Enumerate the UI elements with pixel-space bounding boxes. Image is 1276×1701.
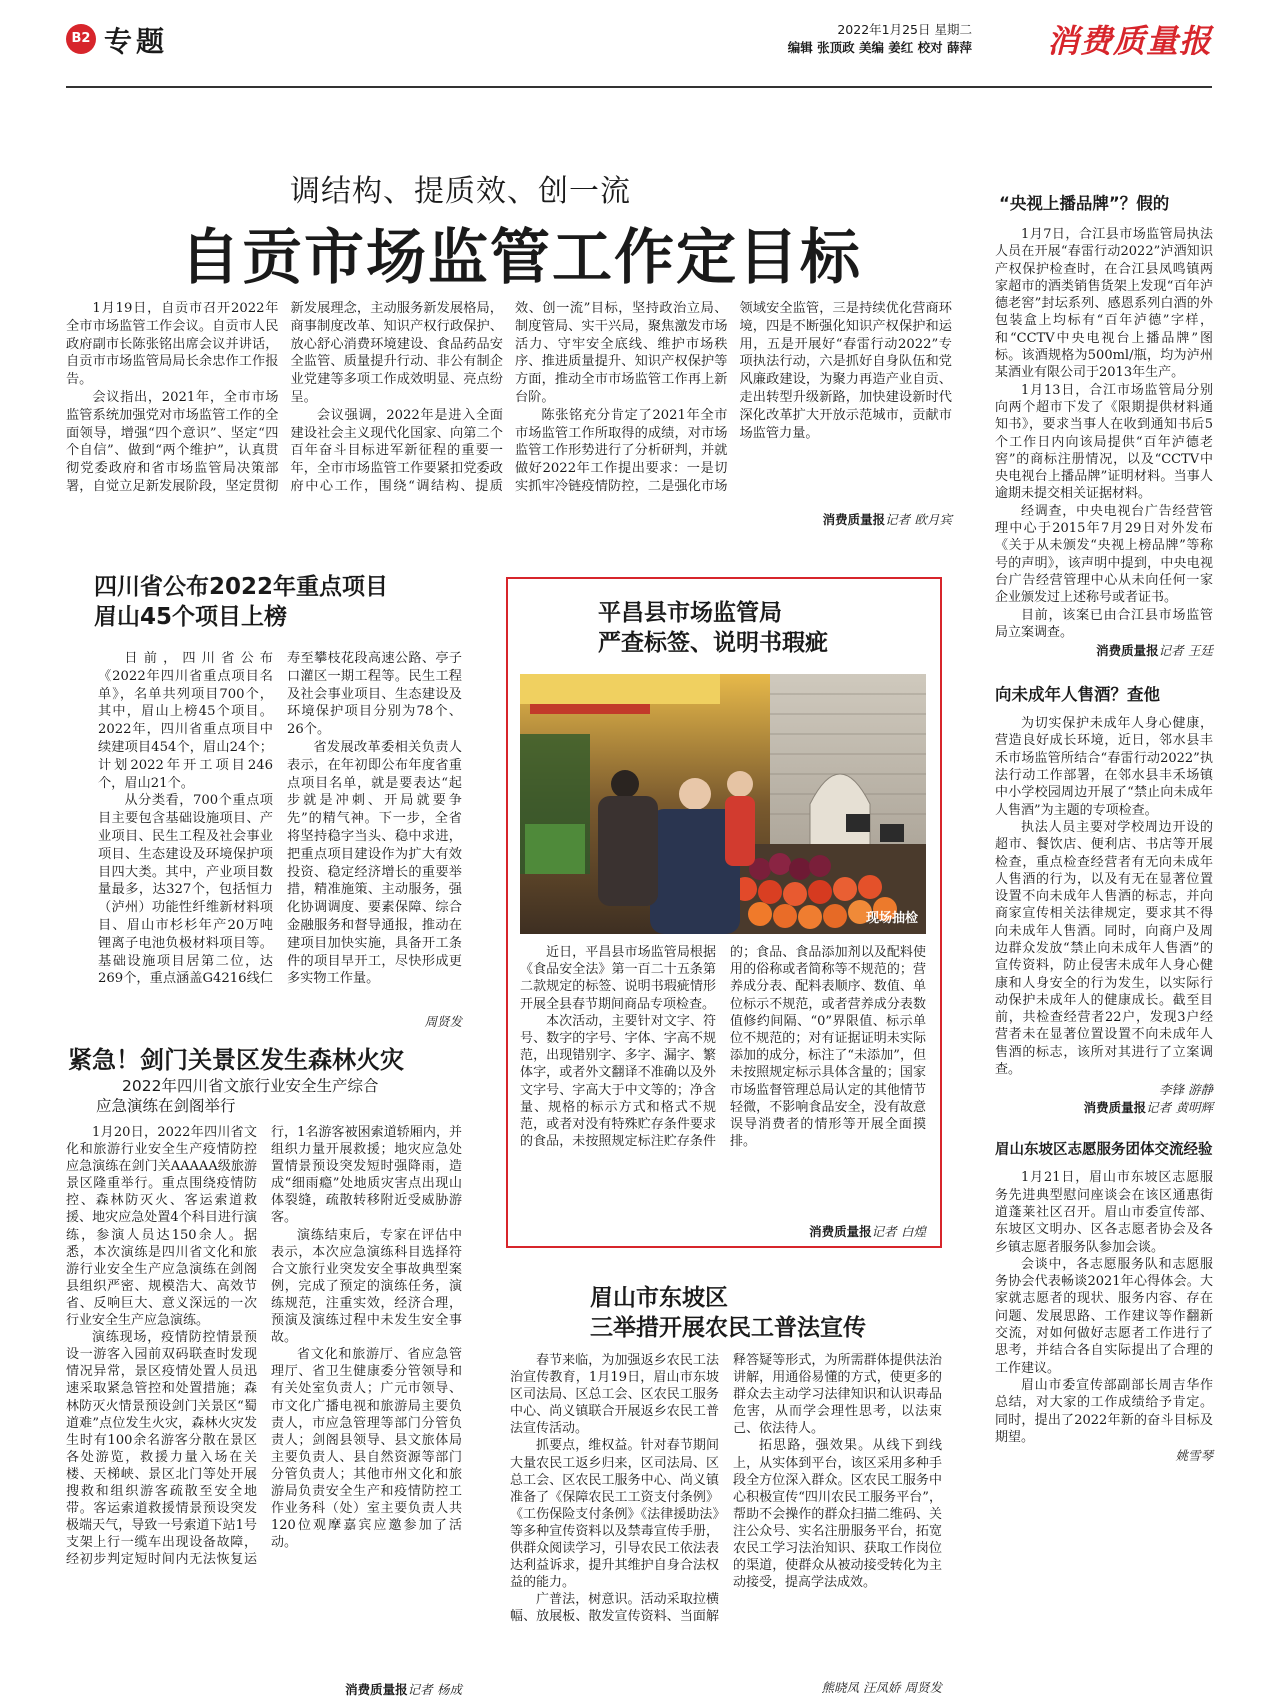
dongpo-title-line2: 三举措开展农民工普法宣传 (590, 1315, 866, 1341)
byline-role: 记者 (407, 1682, 433, 1697)
main-title: 自贡市场监管工作定目标 (180, 223, 862, 293)
dongpo-title (590, 1283, 866, 1343)
byline-role: 记者 (871, 1224, 897, 1239)
pingchang-body (520, 944, 926, 1220)
volunteer-paragraph: 1月21日，眉山市东坡区志愿服务先进典型慰问座谈会在该区通惠街道蓬莱社区召开。眉山市委宣传部、东坡区文明办、区各志愿者协会及各乡镇志愿者服务队参加会谈。 (995, 1170, 1213, 1255)
date-line: 2022年1月25日 星期二 (837, 22, 972, 37)
pingchang-paragraph: 近日，平昌县市场监管局根据《食品安全法》第一百二十五条第二款规定的标签、说明书瑕疵情形开展全县春节期间商品专项检查。 (520, 945, 716, 1012)
jianmen-subtitle (96, 1076, 378, 1116)
minors-paragraph: 为切实保护未成年人身心健康，营造良好成长环境，近日，邻水县丰禾市场监管所结合“春雷行动2022”执法行动工作部署，在邻水县丰禾场镇中小学校园周边开展了“禁止向未成年人售酒”为主题的专项检查。 (995, 716, 1213, 818)
main-paragraph: 1月19日，自贡市召开2022年全市市场监管工作会议。自贡市人民政府副市长陈张铭出席会议并讲话，自贡市市场监管局局长余忠作工作报告。 (66, 301, 279, 388)
volunteer-paragraph: 眉山市委宣传部副部长周吉华作总结，对大家的工作成绩给予肯定。同时，提出了2022年新的奋斗目标及期望。 (995, 1377, 1213, 1445)
pingchang-paragraph: 本次活动，主要针对文字、符号、数字的字号、字体、字高不规范，出现错别字、多字、漏字、繁体字，或者外文翻译不准确以及外文字号、字高大于中文等的；净含量、规格的标示方式和格式不规范，或者对没有特殊贮存条件要求的食品，未按照规定标注贮存条件的；食品、食品添加剂以及配料使用的俗称或者简称等不规范的；营养成分表、配料表顺序、数值、单位标示不规范，或者营养成分表数值修约间隔、“0”界限值、标示单位不规范的；对有证据证明未实际添加的成分，标注了“未添加”，但未按照规定标示具体含量的；国家市场监督管理总局认定的其他情节轻微，不影响食品安全，没有故意误导消费者的情形等开展全面摸排。 (520, 945, 926, 1150)
byline-name: 欧月宾 (914, 512, 952, 527)
byline-name: 杨成 (436, 1682, 462, 1697)
main-paragraph: 会议强调，2022年是进入全面建设社会主义现代化国家、向第二个百年奋斗目标进军新征程的重要一年，全市市场监管工作要紧扣党委政府中心工作，围绕“调结构、提质效、创一流”目标，坚持政治立局、制度管局、实干兴局，聚焦激发市场活力、守牢安全底线、维护市场秩序、推进质量提升、知识产权保护等方面，推动全市市场监管工作再上新台阶。 (290, 301, 728, 494)
main-byline (700, 510, 952, 528)
byline-name: 王廷 (1187, 643, 1213, 659)
pingchang-title (598, 598, 828, 658)
editors-line: 编辑 张顶政 美编 姜红 校对 薛萍 (787, 40, 972, 55)
minors-byline-names: 李锋 游静 (1159, 1082, 1213, 1098)
section-label: 专题 (104, 25, 169, 58)
pingchang-title-line2: 严查标签、说明书瑕疵 (598, 630, 828, 656)
main-kicker: 调结构、提质效、创一流 (290, 174, 631, 209)
cctv-title: “央视上播品牌”？假的 (999, 194, 1170, 213)
dongpo-byline: 熊晓凤 汪凤娇 周贤发 (742, 1678, 942, 1696)
jianmen-body (66, 1124, 462, 1684)
jianmen-paragraph: 省文化和旅游厅、省应急管理厅、省卫生健康委分管领导和有关处室负责人；广元市领导、市文化广播电视和旅游局主要负责人，市应急管理等部门分管负责人；剑阁县领导、县文旅体局主要负责人、县自然资源等部门分管负责人；其他市州文化和旅游局负责安全生产和疫情防控工作业务科（处）室主要负责人共120位观摩嘉宾应邀参加了活动。 (271, 1347, 462, 1551)
minors-title: 向未成年人售酒？查他 (995, 685, 1160, 705)
volunteer-title: 眉山东坡区志愿服务团体交流经验 (995, 1142, 1213, 1159)
cctv-body (995, 226, 1213, 641)
jianmen-paragraph: 1月20日，2022年四川省文化和旅游行业安全生产疫情防控应急演练在剑门关AAAAA级旅游景区隆重举行。重点围绕疫情防控、森林防灭火、客运索道救援、地灾应急处置4个科目进行演练，参演人员达150余人。据悉，本次演练是四川省文化和旅游行业安全生产应急演练在剑阁县组织严密、规模浩大、高效节省、反响巨大、意义深远的一次行业安全生产应急演练。 (66, 1125, 257, 1329)
byline-role: 记者 (1146, 1100, 1172, 1116)
sichuan-paragraph: 省发展改革委相关负责人表示，在年初即公布年度省重点项目名单，就是要表达“起步就是冲刺、开局就要争先”的精气神。下一步，全省将坚持稳字当头、稳中求进，把重点项目建设作为扩大有效投资、稳定经济增长的重要举措，精准施策、主动服务，强化协调调度、要素保障、综合金融服务和督导通报，推动在建项目加快实施，具备开工条件的项目早开工，尽快形成更多实物工作量。 (287, 739, 462, 987)
dongpo-paragraph: 广普法，树意识。活动采取拉横幅、放展板、散发宣传资料、当面解释答疑等形式，为所需群体提供法治讲解，用通俗易懂的方式，使更多的群众去主动学习法律知识和认识毒品危害，从而学会理性思考，以法束己、依法待人。 (510, 1353, 942, 1625)
market-inspection-photo (520, 674, 926, 934)
byline-org: 消费质量报 (822, 512, 886, 527)
minors-byline (995, 1098, 1213, 1116)
jianmen-title: 紧急！剑门关景区发生森林火灾 (68, 1046, 404, 1074)
pingchang-title-line1: 平昌县市场监管局 (598, 600, 782, 626)
paper-name: 消费质量报 (1046, 22, 1212, 60)
byline-org: 消费质量报 (1096, 643, 1159, 659)
cctv-paragraph: 目前，该案已由合江县市场监管局立案调查。 (995, 607, 1213, 640)
main-paragraph: 陈张铭充分肯定了2021年全市市场监管工作所取得的成绩，对市场监管工作形势进行了分析研判，并就做好2022年工作提出要求：一是切实抓牢冷链疫情防控，二是强化市场领域安全监管，三是持续优化营商环境，四是不断强化知识产权保护和运用，五是开展好“春雷行动2022”专项执法行动，六是抓好自身队伍和党风廉政建设，为聚力再造产业自贡、走出转型升级新路，加快建设新时代深化改革扩大开放示范城市，贡献市场监管力量。 (515, 301, 952, 494)
page-badge: B2 (66, 24, 96, 54)
right-column (995, 160, 1213, 1690)
dongpo-paragraph: 拓思路，强效果。从线下到线上，从实体到平台，该区采用多种手段全方位深入群众。区农民工服务中心积极宣传“四川农民工服务平台”，帮助不会操作的群众扫描二维码、关注公众号、实名注册服务平台，拓宽农民工学习法治知识、获取工作岗位的渠道，使群众从被动接受转化为主动接受，提高学法成效。 (733, 1438, 942, 1591)
volunteer-byline: 姚雪琴 (1175, 1448, 1213, 1464)
photo-caption: 现场抽检 (865, 911, 918, 926)
photo-illustration (520, 674, 926, 934)
byline-role: 记者 (885, 512, 911, 527)
jianmen-paragraph: 演练结束后，专家在评估中表示，本次应急演练科目选择符合文旅行业突发安全事故典型案例，完成了预定的演练任务，演练规范，注重实效，经济合理，预演及演练过程中未发生安全事故。 (271, 1227, 462, 1346)
byline-name: 黄明辉 (1175, 1100, 1213, 1116)
jianmen-paragraph: 演练现场，疫情防控情景预设一游客入园前双码联查时发现情况异常，景区疫情处置人员迅速采取紧急管控和处置措施；森林防灭火情景预设剑门关景区“蜀道难”点位发生火灾，森林火灾发生时有100余名游客分散在景区各处游览，救援力量入场在关楼、天梯峡、景区北门等处开展搜救和组织游客疏散至安全地带。客运索道救援情景预设突发极端天气，导致一号索道下站1号支架上行一缆车出现设备故障，经初步判定短时间内无法恢复运行，1名游客被困索道轿厢内，并组织力量开展救援；地灾应急处置情景预设突发短时强降雨，造成“细雨瘾”处地质灾害点出现山体裂缝，疏散转移附近受威胁游客。 (66, 1125, 462, 1568)
cctv-paragraph: 经调查，中央电视台广告经营管理中心于2015年7月29日对外发布《关于从未颁发“央视上榜品牌”等称号的声明》，该声明中提到，中央电视台广告经营管理中心从未向任何一家企业颁发过上述称号或者证书。 (995, 503, 1213, 606)
byline-org: 消费质量报 (345, 1682, 408, 1697)
sichuan-title-line1: 四川省公布2022年重点项目 (94, 574, 389, 600)
byline-org: 消费质量报 (809, 1224, 872, 1239)
jianmen-byline (262, 1680, 462, 1698)
cctv-paragraph: 1月7日，合江县市场监管局执法人员在开展“春雷行动2022”泸酒知识产权保护检查时，在合江县凤鸣镇两家超市的酒类销售货架上发现“百年泸德老窖”封坛系列、感恩系列白酒的外包装盒上均标有“百年泸德”字样，和“CCTV中央电视台上播品牌”图标。该酒规格为500ml/瓶，均为泸州某酒业有限公司于2013年生产。 (995, 227, 1213, 381)
volunteer-paragraph: 会谈中，各志愿服务队和志愿服务协会代表畅谈2021年心得体会。大家就志愿者的现状、服务内容、存在问题、发展思路、工作建议等作翻新交流，对如何做好志愿者工作进行了思考，并结合各自实际提出了合理的工作建议。 (995, 1256, 1213, 1376)
jianmen-subtitle-line2: 应急演练在剑阁举行 (96, 1097, 236, 1115)
byline-role: 记者 (1158, 643, 1184, 659)
minors-paragraph: 执法人员主要对学校周边开设的超市、餐饮店、便利店、书店等开展检查，重点检查经营者有无向未成年人售酒的行为，以及有无在显著位置设置不向未成年人售酒的标志，并向商家宣传相关法律规定，要求其不得向未成年人售酒。同时，向商户及周边群众发放“禁止向未成年人售酒”的宣传资料，防止侵害未成年人身心健康和人身安全的行为发生，以实际行动保护未成年人的健康成长。截至目前，共检查经营者22户，发现3户经营者未在显著位置设置不向未成年人售酒的标志，该所对其进行了立案调查。 (995, 819, 1213, 1078)
cctv-paragraph: 1月13日，合江市场监管局分别向两个超市下发了《限期提供材料通知书》，要求当事人在收到通知书后5个工作日内向该局提供“百年泸德老窖”的商标注册情况，以及“CCTV中央电视台上播品牌”证明材料。当事人逾期未提交相关证据材料。 (995, 382, 1213, 502)
minors-body (995, 715, 1213, 1078)
main-article-body (66, 300, 952, 512)
volunteer-body (995, 1169, 1213, 1446)
masthead-rule (66, 86, 1212, 88)
sichuan-title (94, 572, 388, 632)
sichuan-body (98, 650, 462, 1020)
pingchang-byline (700, 1222, 926, 1240)
dongpo-body (510, 1352, 942, 1674)
cctv-byline (995, 641, 1213, 659)
dongpo-paragraph: 春节来临，为加强返乡农民工法治宣传教育，1月19日，眉山市东坡区司法局、区总工会、区农民工服务中心、尚义镇联合开展返乡农民工普法宣传活动。 (510, 1353, 719, 1437)
main-paragraph: 会议指出，2021年，全市市场监管系统加强党对市场监管工作的全面领导，增强“四个意识”、坚定“四个自信”、做到“两个维护”，认真贯彻党委政府和省市场监管局决策部署，自觉立足新发展阶段，坚定贯彻新发展理念，主动服务新发展格局，商事制度改革、知识产权行政保护、放心舒心消费环境建设、食品药品安全监管、质量提升行动、非公有制企业党建等多项工作成效明显、亮点纷呈。 (66, 301, 503, 494)
jianmen-subtitle-line1: 2022年四川省文旅行业安全生产综合 (122, 1077, 379, 1095)
sichuan-paragraph: 从分类看，700个重点项目主要包含基础设施项目、产业项目、民生工程及社会事业项目、生态建设及环境保护项目四大类。其中，产业项目数量最多，达327个，包括恒力（泸州）功能性纤维新材料项目、眉山市杉杉年产20万吨锂离子电池负极材料项目等。基础设施项目居第二位，达269个，重点涵盖G4216线仁寿至攀枝花段高速公路、亭子口灌区一期工程等。民生工程及社会事业项目、生态建设及环境保护项目分别为78个、26个。 (98, 651, 462, 987)
masthead (66, 14, 1212, 90)
byline-org: 消费质量报 (1083, 1100, 1147, 1116)
sichuan-byline: 周贤发 (424, 1014, 462, 1029)
dongpo-paragraph: 抓要点，维权益。针对春节期间大量农民工返乡归来，区司法局、区总工会、区农民工服务中心、尚义镇准备了《保障农民工工资支付条例》《工伤保险支付条例》《法律援助法》等多种宣传资料以及禁毒宣传手册，供群众阅读学习，引导农民工依法表达利益诉求，提升其维护自身合法权益的能力。 (510, 1438, 719, 1591)
byline-name: 白煌 (900, 1224, 926, 1239)
dongpo-title-line1: 眉山市东坡区 (590, 1285, 728, 1311)
sichuan-paragraph: 日前，四川省公布《2022年四川省重点项目名单》，名单共列项目700个，其中，眉山上榜45个项目。2022年，四川省重点项目中续建项目454个，眉山24个；计划2022年开工项目246个，眉山21个。 (98, 651, 273, 791)
sichuan-title-line2: 眉山45个项目上榜 (94, 604, 288, 630)
